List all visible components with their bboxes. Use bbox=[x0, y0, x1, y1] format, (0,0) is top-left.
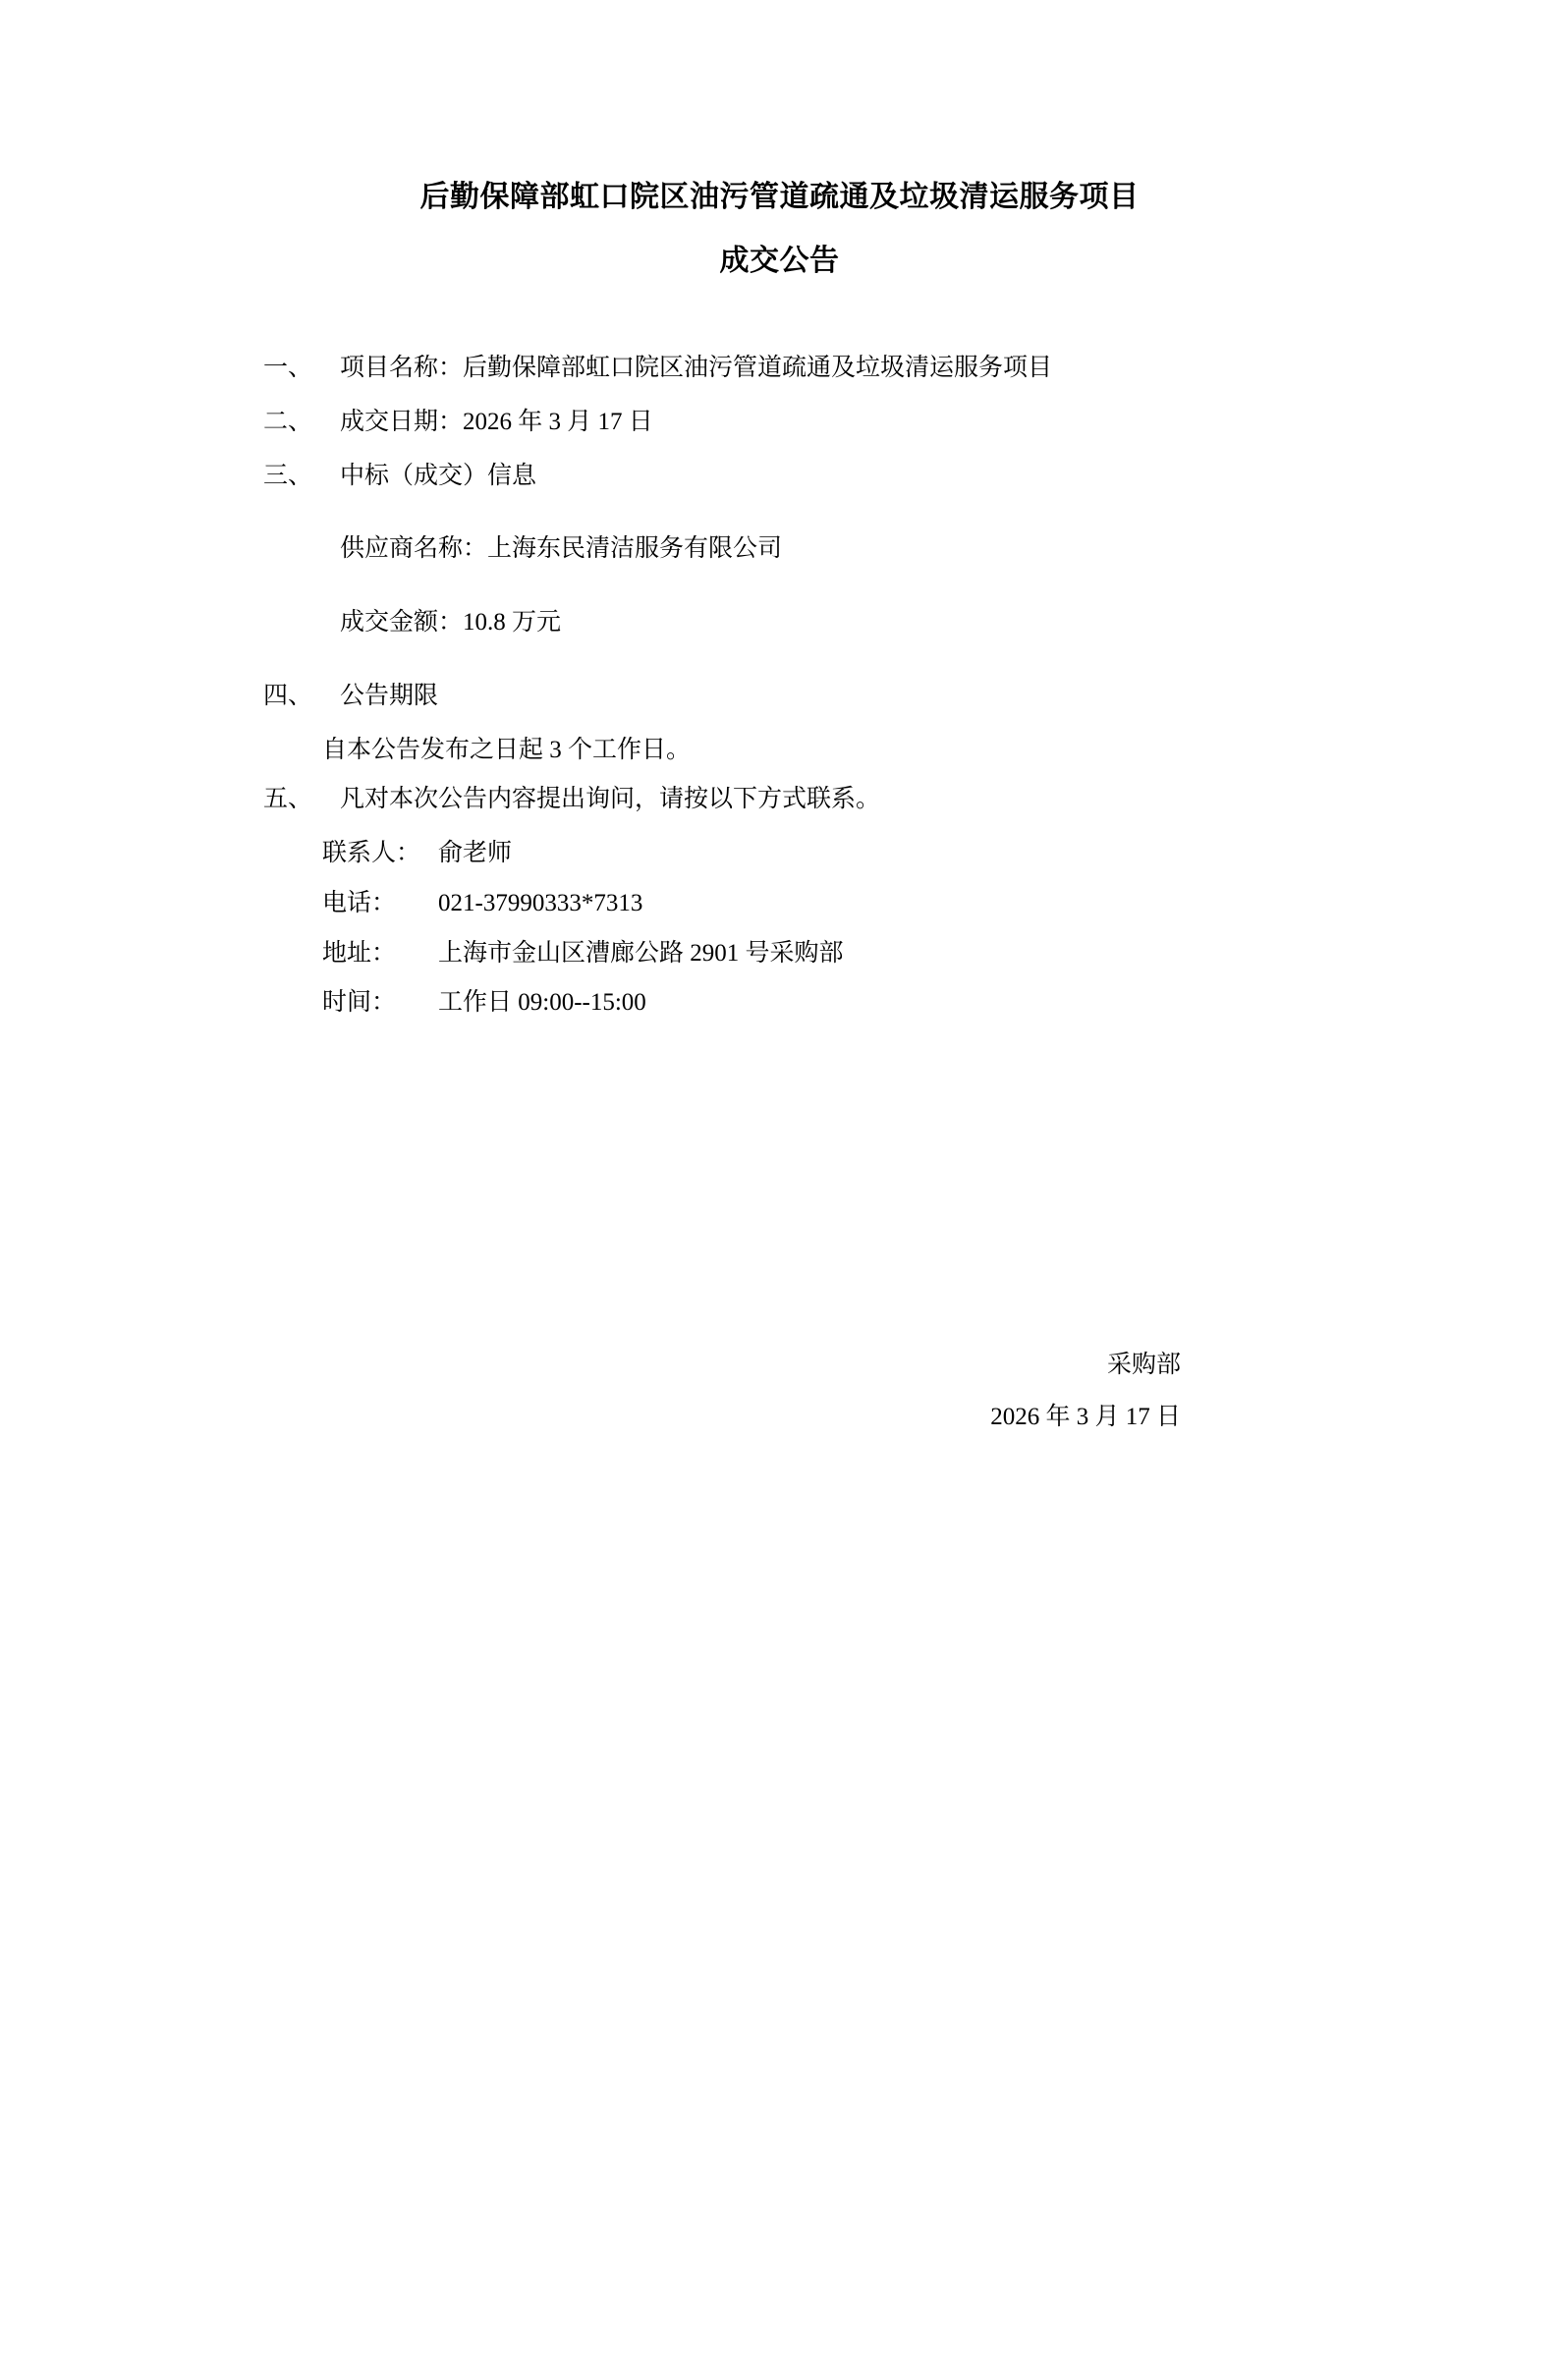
clause-text: 项目名称：后勤保障部虹口院区油污管道疏通及垃圾清运服务项目 bbox=[340, 355, 1053, 381]
contact-address-value: 上海市金山区漕廊公路 2901 号采购部 bbox=[438, 939, 844, 967]
contact-address-row bbox=[322, 930, 1363, 978]
clause-text: 中标（成交）信息 bbox=[340, 462, 537, 489]
notice-period-line: 自本公告发布之日起 3 个工作日。 bbox=[322, 736, 692, 763]
signature-department: 采购部 bbox=[1106, 1352, 1181, 1378]
contact-person-row bbox=[322, 830, 1363, 878]
signature-block bbox=[263, 1340, 1363, 1443]
title-block bbox=[0, 175, 1559, 284]
contact-person-label: 联系人： bbox=[322, 840, 421, 866]
contact-hours-row bbox=[322, 979, 1363, 1027]
clause-text: 成交日期：2026 年 3 月 17 日 bbox=[340, 408, 653, 435]
clause-number: 四、 bbox=[263, 682, 313, 709]
page-subtitle: 成交公告 bbox=[719, 244, 840, 277]
clause-text: 公告期限 bbox=[340, 682, 439, 709]
clause-item-2 bbox=[263, 399, 1363, 447]
clause-number: 三、 bbox=[263, 462, 313, 489]
contact-address-label: 地址： bbox=[322, 939, 397, 967]
contact-phone-label: 电话： bbox=[322, 889, 397, 916]
supplier-name-line: 供应商名称：上海东民清洁服务有限公司 bbox=[340, 535, 783, 563]
clause-item-3 bbox=[263, 453, 1363, 501]
document-body bbox=[0, 345, 1559, 1443]
clause-number: 五、 bbox=[263, 786, 313, 813]
contact-hours-label: 时间： bbox=[322, 989, 397, 1017]
signature-date: 2026 年 3 月 17 日 bbox=[990, 1403, 1181, 1430]
page-title: 后勤保障部虹口院区油污管道疏通及垃圾清运服务项目 bbox=[419, 181, 1140, 213]
clause-item-4 bbox=[263, 673, 1363, 721]
clause-number: 二、 bbox=[263, 408, 313, 435]
contact-hours-value: 工作日 09:00--15:00 bbox=[438, 989, 646, 1017]
clause-item-5 bbox=[263, 776, 1363, 824]
clause-item-1 bbox=[263, 345, 1363, 393]
contact-phone-value: 021-37990333*7313 bbox=[438, 889, 643, 916]
clause-text: 凡对本次公告内容提出询问，请按以下方式联系。 bbox=[340, 786, 881, 813]
award-amount-line: 成交金额：10.8 万元 bbox=[340, 609, 562, 636]
clause-number: 一、 bbox=[263, 355, 313, 381]
document-page bbox=[0, 175, 1559, 2380]
contact-phone-row bbox=[322, 880, 1363, 928]
contact-person-value: 俞老师 bbox=[438, 840, 513, 866]
